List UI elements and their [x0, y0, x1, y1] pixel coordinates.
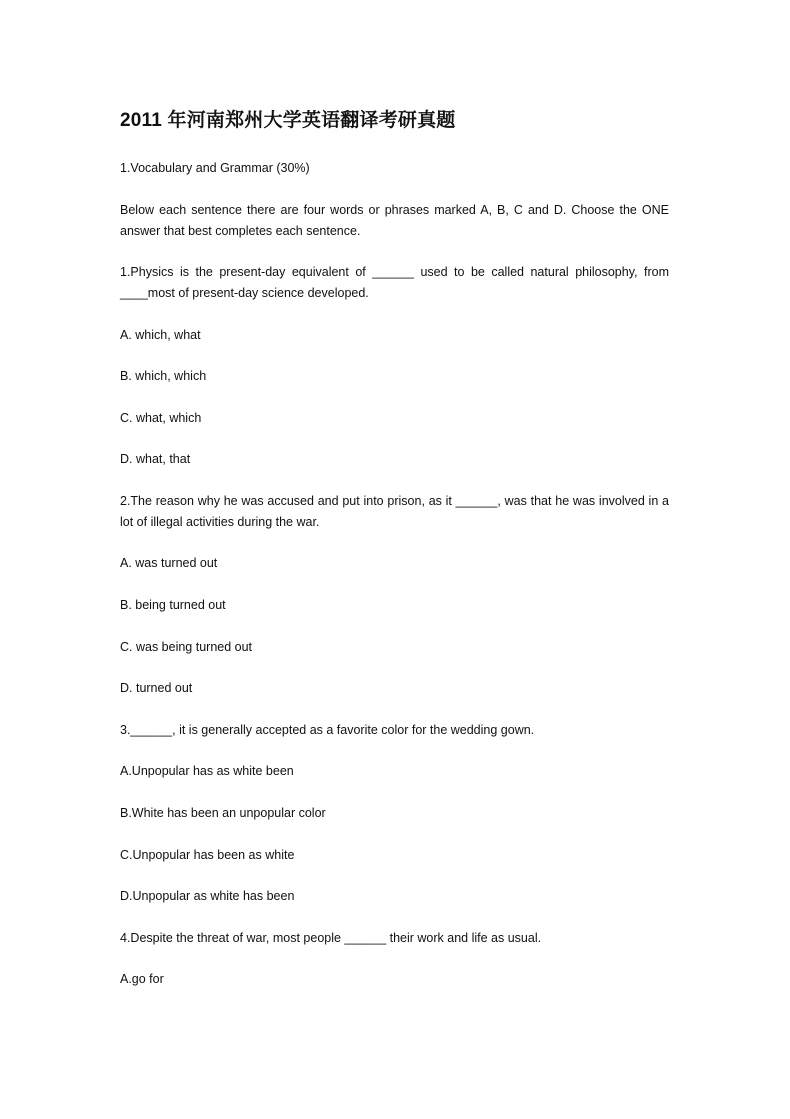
question-4-stem: 4.Despite the threat of war, most people ______ their work and life as usual.	[120, 931, 542, 945]
section-heading: 1.Vocabulary and Grammar (30%)	[120, 161, 310, 175]
question-3-stem: 3.______, it is generally accepted as a favorite color for the wedding gown.	[120, 723, 535, 737]
question-1-option-b: B. which, which	[120, 369, 207, 383]
question-1-option-a: A. which, what	[120, 328, 201, 342]
question-2-option-d: D. turned out	[120, 681, 193, 695]
instructions: Below each sentence there are four words or phrases marked A, B, C and D. Choose the ONE answer that best completes each sentence.	[120, 203, 669, 238]
question-3-option-b: B.White has been an unpopular color	[120, 806, 326, 820]
page-title: 2011 年河南郑州大学英语翻译考研真题	[120, 110, 456, 131]
question-3-option-c: C.Unpopular has been as white	[120, 848, 295, 862]
question-1-option-d: D. what, that	[120, 452, 191, 466]
question-1-stem: 1.Physics is the present-day equivalent of ______ used to be called natural philosophy, from ____most of present-day science developed.	[120, 265, 669, 300]
question-2-stem: 2.The reason why he was accused and put into prison, as it ______, was that he was involved in a lot of illegal activities during the war.	[120, 494, 669, 529]
question-3-option-a: A.Unpopular has as white been	[120, 764, 294, 778]
question-2-option-c: C. was being turned out	[120, 640, 253, 654]
question-3-option-d: D.Unpopular as white has been	[120, 889, 295, 903]
question-2-option-b: B. being turned out	[120, 598, 226, 612]
question-4-option-a: A.go for	[120, 972, 164, 986]
question-2-option-a: A. was turned out	[120, 556, 218, 570]
question-1-option-c: C. what, which	[120, 411, 202, 425]
